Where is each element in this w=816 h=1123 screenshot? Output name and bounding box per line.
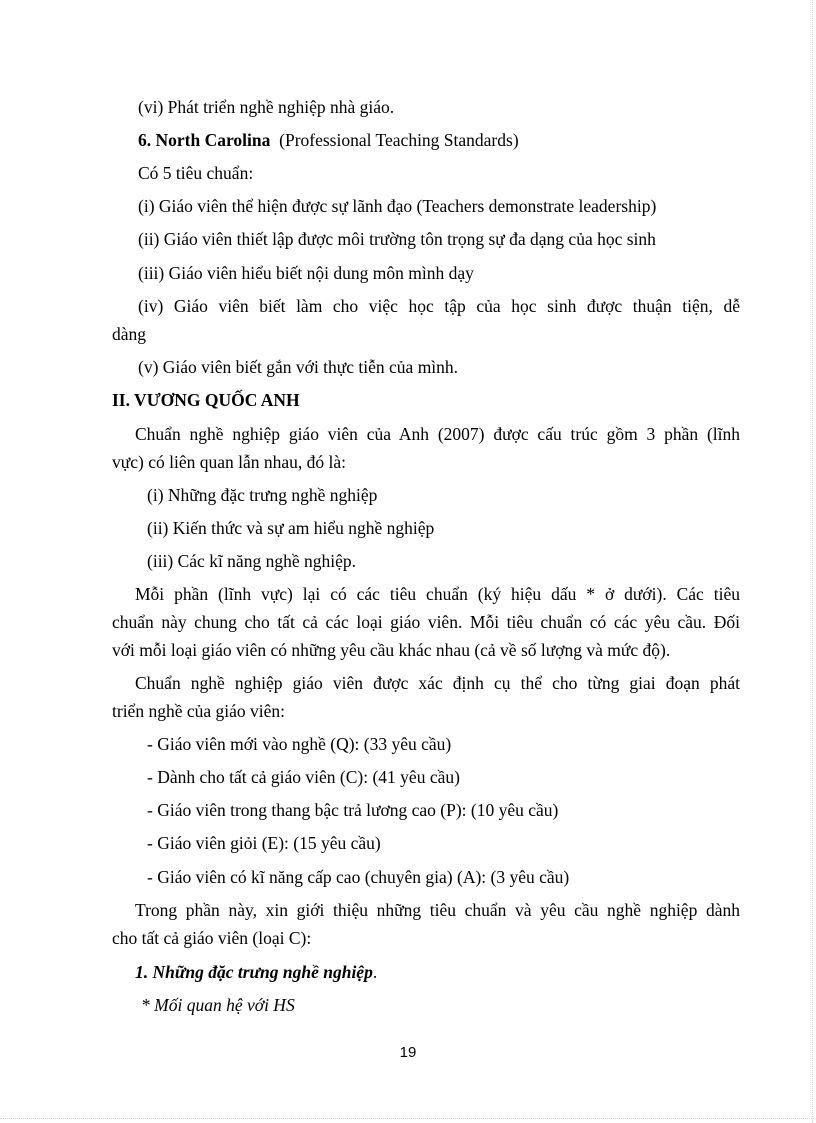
- line-iv-a: (iv) Giáo viên biết làm cho việc học tập của học sinh được thuận tiện, dễ: [138, 296, 740, 316]
- page-border-right: [812, 0, 813, 1123]
- line-i: (i) Giáo viên thể hiện được sự lãnh đạo (Teachers demonstrate leadership): [138, 196, 657, 216]
- section-north-carolina: [138, 129, 519, 151]
- dash-item-c: - Dành cho tất cả giáo viên (C): (41 yêu cầu): [147, 767, 460, 787]
- dash-item-a: - Giáo viên có kĩ năng cấp cao (chuyên gia) (A): (3 yêu cầu): [147, 867, 570, 887]
- line-ii: (ii) Giáo viên thiết lập được môi trường tôn trọng sự đa dạng của học sinh: [138, 229, 656, 249]
- para2-line3: với mỗi loại giáo viên có những yêu cầu khác nhau (cả về số lượng và mức độ).: [112, 640, 671, 660]
- para3-line2: triển nghề của giáo viên:: [112, 701, 285, 721]
- para4-line2: cho tất cả giáo viên (loại C):: [112, 928, 312, 948]
- para3-line1: Chuẩn nghề nghiệp giáo viên được xác định cụ thể cho từng giai đoạn phát: [135, 673, 740, 693]
- dash-item-e: - Giáo viên giỏi (E): (15 yêu cầu): [147, 833, 381, 853]
- north-carolina-subtitle: (Professional Teaching Standards): [279, 130, 519, 150]
- line-iv-b: dàng: [112, 324, 147, 344]
- star-item-hs: * Mối quan hệ với HS: [141, 995, 295, 1015]
- page-number: 19: [399, 1044, 417, 1061]
- subheading-nhung-dac-trung: [135, 961, 377, 983]
- uk-item-ii: (ii) Kiến thức và sự am hiểu nghề nghiệp: [147, 518, 435, 538]
- line-iii: (iii) Giáo viên hiểu biết nội dung môn mình dạy: [138, 263, 474, 283]
- page-border-bottom: [0, 1118, 816, 1119]
- para2-line2: chuẩn này chung cho tất cả các loại giáo viên. Mỗi tiêu chuẩn có các yêu cầu. Đối: [112, 612, 740, 632]
- para2-line1: Mỗi phần (lĩnh vực) lại có các tiêu chuẩn (ký hiệu dấu * ở dưới). Các tiêu: [135, 584, 740, 604]
- para1-line1: Chuẩn nghề nghiệp giáo viên của Anh (2007) được cấu trúc gồm 3 phần (lĩnh: [135, 424, 740, 444]
- para1-line2: vực) có liên quan lẫn nhau, đó là:: [112, 452, 346, 472]
- dash-item-p: - Giáo viên trong thang bậc trả lương cao (P): (10 yêu cầu): [147, 800, 559, 820]
- line-v: (v) Giáo viên biết gắn với thực tiễn của mình.: [138, 357, 459, 377]
- para4-line1: Trong phần này, xin giới thiệu những tiêu chuẩn và yêu cầu nghề nghiệp dành: [135, 900, 740, 920]
- uk-item-iii: (iii) Các kĩ năng nghề nghiệp.: [147, 551, 356, 571]
- dash-item-q: - Giáo viên mới vào nghề (Q): (33 yêu cầu): [147, 734, 452, 754]
- subheading-text: 1. Những đặc trưng nghề nghiệp: [135, 962, 373, 982]
- subheading-period: .: [372, 962, 378, 982]
- uk-item-i: (i) Những đặc trưng nghề nghiệp: [147, 485, 378, 505]
- line-vi: (vi) Phát triển nghề nghiệp nhà giáo.: [138, 97, 395, 117]
- heading-vuong-quoc-anh: II. VƯƠNG QUỐC ANH: [112, 390, 300, 410]
- line-co5: Có 5 tiêu chuẩn:: [138, 163, 254, 183]
- north-carolina-heading: 6. North Carolina: [138, 130, 271, 150]
